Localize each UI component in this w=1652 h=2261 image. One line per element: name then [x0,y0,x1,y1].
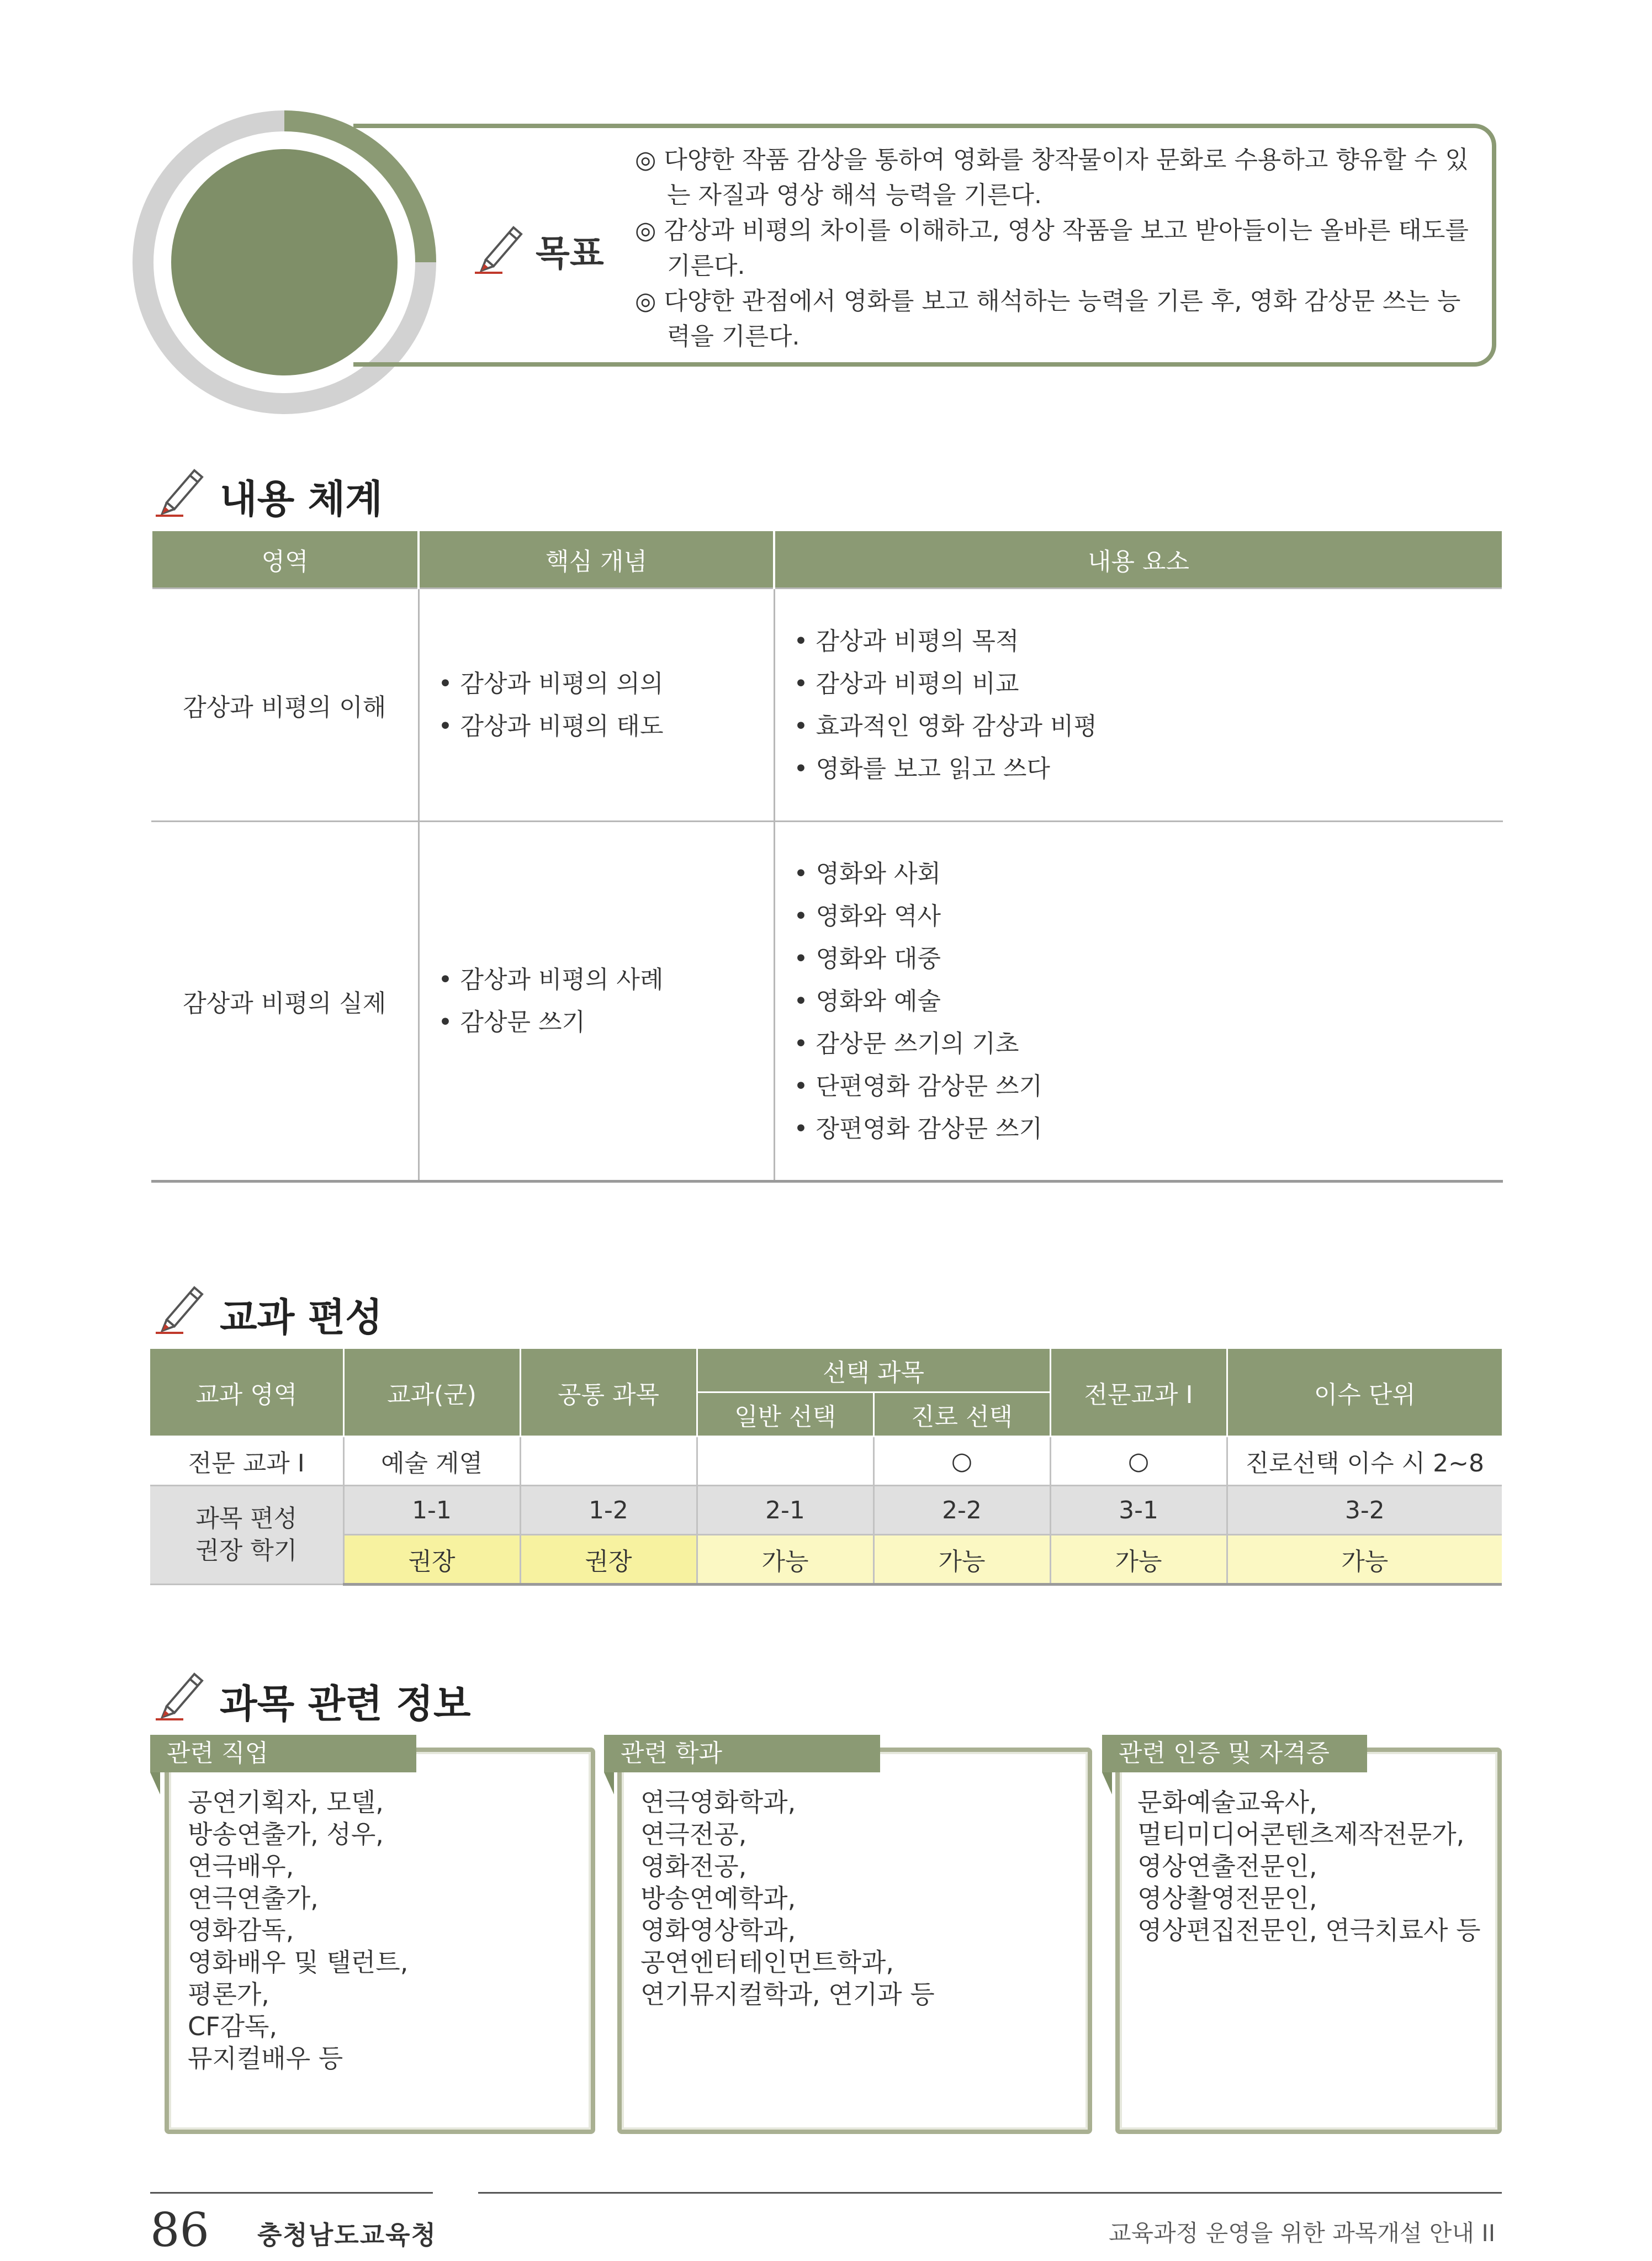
goal-item: ◎ 감상과 비평의 차이를 이해하고, 영상 작품을 보고 받아들이는 올바른 태도를 기른다. [635,216,1469,280]
footer-divider [150,2192,433,2194]
header-cell: 선택 과목 [697,1348,1050,1392]
pencil-icon [469,215,530,276]
semester-cell: 2-2 [873,1486,1050,1535]
section-title-curriculum: 교과 편성 [220,1295,383,1340]
list-item: 연극연출가, [188,1883,319,1913]
table-cell [520,1437,697,1486]
list-item: • 감상문 쓰기의 기초 [793,1029,1019,1058]
list-item: • 단편영화 감상문 쓰기 [793,1072,1042,1100]
list-item: • 감상문 쓰기 [438,1008,585,1036]
pencil-icon [150,1662,211,1723]
list-item: 방송연예학과, [640,1883,796,1913]
list-item: 영상연출전문인, [1137,1851,1317,1881]
content-system-table [150,531,1504,1183]
list-item: 공연기획자, 모델, [188,1787,384,1817]
table-header-row [151,531,1503,589]
element-cell [774,822,1503,1182]
semester-label-cell [150,1486,343,1585]
table-cell: 전문 교과 I [150,1437,343,1486]
list-item: 멀티미디어콘텐츠제작전문가, [1137,1819,1465,1849]
list-item: 영화전공, [640,1851,747,1881]
list-item: • 감상과 비평의 의의 [438,669,664,698]
tab-notch [604,1772,614,1794]
list-item: 공연엔터테인먼트학과, [640,1947,894,1977]
semester-cell: 3-2 [1227,1486,1502,1535]
status-cell: 가능 [1050,1535,1227,1585]
semester-label-line: 권장 학기 [195,1537,298,1565]
list-item: 연극전공, [640,1819,747,1849]
table-cell: 진로선택 이수 시 2~8 [1227,1437,1502,1486]
list-item: • 감상과 비평의 태도 [438,712,664,740]
semester-cell: 1-1 [343,1486,520,1535]
header-cell: 내용 요소 [774,531,1503,589]
list-item: 연극영화학과, [640,1787,796,1817]
area-cell: 감상과 비평의 이해 [151,589,419,822]
list-item: 영상촬영전문인, [1137,1883,1317,1913]
footer-divider [478,2192,1502,2194]
goal-item: ◎ 다양한 관점에서 영화를 보고 해석하는 능력을 기른 후, 영화 감상문 쓰는 능력을 기른다. [635,287,1461,351]
concept-cell [419,589,774,822]
header-cell: 진로 선택 [873,1392,1050,1437]
header-cell: 이수 단위 [1227,1348,1502,1437]
table-header-row [150,1348,1502,1392]
list-item: 방송연출가, 성우, [188,1819,384,1849]
list-item: • 감상과 비평의 사례 [438,966,664,994]
list-item: 평론가, [188,1979,269,2009]
list-item: 연기뮤지컬학과, 연기과 등 [640,1979,935,2009]
related-jobs-list [188,1786,574,2074]
curriculum-table [150,1347,1502,1586]
semester-label-line: 과목 편성 [195,1505,298,1533]
list-item: 영화감독, [188,1915,294,1945]
related-majors-list [640,1786,1077,2010]
related-jobs-tab: 관련 직업 [150,1735,416,1772]
concept-cell [419,822,774,1182]
table-row [150,1437,1502,1486]
header-cell: 교과(군) [343,1348,520,1437]
list-item: 연극배우, [188,1851,294,1881]
list-item: • 영화와 예술 [793,987,941,1015]
header-cell: 영역 [151,531,419,589]
related-certificates-list [1137,1786,1496,1946]
list-item: 문화예술교육사, [1137,1787,1317,1817]
list-item: 영상편집전문인, 연극치료사 등 [1137,1915,1481,1945]
status-cell: 가능 [697,1535,873,1585]
status-cell: 권장 [343,1535,520,1585]
semester-cell: 3-1 [1050,1486,1227,1535]
list-item: 영화배우 및 탤런트, [188,1947,409,1977]
list-item: • 영화를 보고 읽고 쓰다 [793,754,1050,783]
list-item: CF감독, [188,2011,278,2041]
list-item: • 영화와 대중 [793,944,941,973]
tab-notch [1102,1772,1112,1794]
status-cell: 권장 [520,1535,697,1585]
header-cell: 핵심 개념 [419,531,774,589]
table-row [150,1486,1502,1535]
pencil-icon [150,1275,211,1336]
status-cell: 가능 [873,1535,1050,1585]
page-number: 86 [150,2203,209,2257]
section-title-related-info: 과목 관련 정보 [220,1681,471,1727]
list-item: • 감상과 비평의 목적 [793,627,1019,655]
footer-organization: 충청남도교육청 [257,2220,437,2250]
footer-document-title: 교육과정 운영을 위한 과목개설 안내 II [1109,2220,1496,2247]
header-cell: 교과 영역 [150,1348,343,1437]
table-row [151,822,1503,1182]
semester-cell: 1-2 [520,1486,697,1535]
table-cell: 예술 계열 [343,1437,520,1486]
section-title-content-system: 내용 체계 [220,476,383,522]
goal-list [635,142,1474,354]
goal-item: ◎ 다양한 작품 감상을 통하여 영화를 창작물이자 문화로 수용하고 향유할 수 있는 자질과 영상 해석 능력을 기른다. [635,146,1469,209]
list-item: • 감상과 비평의 비교 [793,669,1019,698]
header-cell: 전문교과 I [1050,1348,1227,1437]
header-cell: 공통 과목 [520,1348,697,1437]
list-item: • 효과적인 영화 감상과 비평 [793,712,1097,740]
list-item: 영화영상학과, [640,1915,796,1945]
area-cell: 감상과 비평의 실제 [151,822,419,1182]
list-item: • 영화와 사회 [793,859,941,888]
list-item: 뮤지컬배우 등 [188,2043,343,2073]
table-cell: ○ [873,1437,1050,1486]
element-cell [774,589,1503,822]
table-cell [697,1437,873,1486]
tab-notch [150,1772,160,1794]
status-cell: 가능 [1227,1535,1502,1585]
related-majors-tab: 관련 학과 [604,1735,880,1772]
related-certificates-tab: 관련 인증 및 자격증 [1102,1735,1367,1772]
subject-title-circle [171,149,398,375]
semester-cell: 2-1 [697,1486,873,1535]
table-cell: ○ [1050,1437,1227,1486]
goal-label: 목표 [536,234,604,274]
table-row [151,589,1503,822]
header-cell: 일반 선택 [697,1392,873,1437]
pencil-icon [150,458,211,519]
list-item: • 장편영화 감상문 쓰기 [793,1114,1042,1143]
table-row [150,1535,1502,1585]
list-item: • 영화와 역사 [793,902,941,930]
